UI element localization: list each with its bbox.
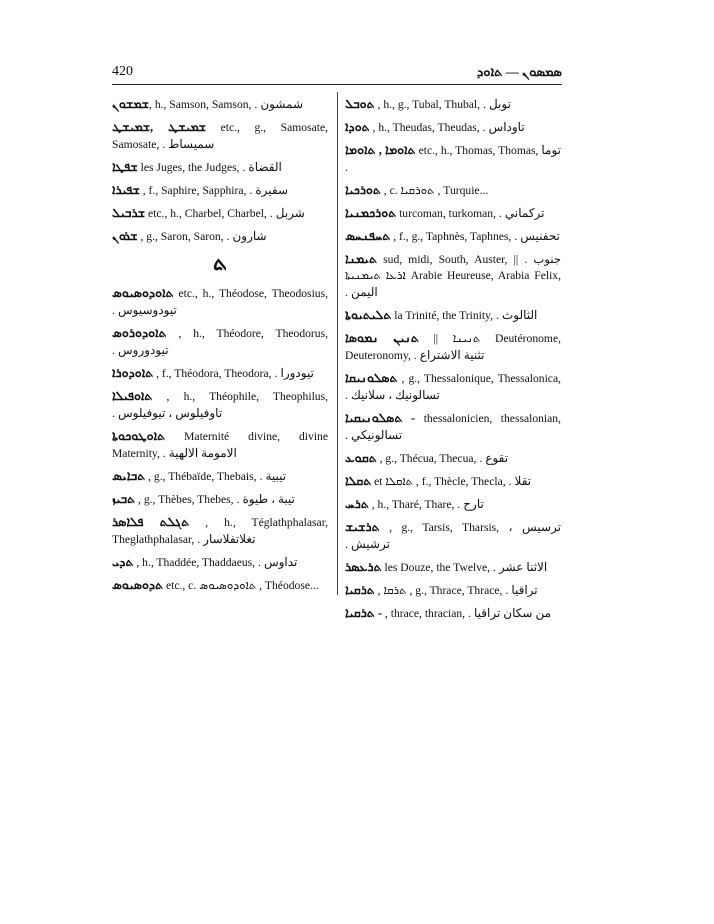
dictionary-entry (112, 365, 328, 382)
entry-definition: turcoman, turkoman, (396, 207, 499, 220)
arabic-gloss: توبل . (482, 97, 511, 111)
arabic-gloss: اليمن . (345, 285, 378, 299)
entry-definition: , h., Théophile, Theophilus, (152, 390, 328, 403)
syriac-headword: - ܬܪܩܝܐ (345, 606, 383, 620)
entry-definition: , h., Thaddée, Thaddaeus, (133, 556, 258, 569)
dictionary-entry (112, 325, 328, 359)
dictionary-entry (112, 491, 328, 508)
entry-definition: les Douze, the Twelve, (381, 561, 493, 574)
dictionary-entry (345, 119, 561, 136)
syriac-headword: ܬܐܘܕܘܪܘܣ (112, 326, 167, 340)
entry-definition: etc., c. ܬܐܘܕܘܣܝܘܣ , Théodose... (163, 579, 319, 592)
dictionary-entry (112, 205, 328, 222)
dictionary-entry (345, 605, 561, 622)
syriac-headword: ܬܐܘܡܐ , ܬܐܘܡܐ (345, 143, 416, 157)
syriac-headword: ܬܒܝܙ (112, 492, 136, 506)
dictionary-entry (345, 519, 561, 553)
column-divider (337, 92, 338, 595)
entry-definition: , h., g., Tubal, Thubal, (374, 98, 483, 111)
left-entries-bottom (112, 285, 328, 594)
entry-definition: , h., Tharé, Thare, (368, 498, 458, 511)
entry-definition: , f., Théodora, Theodora, (153, 367, 275, 380)
dictionary-entry (112, 554, 328, 571)
dictionary-entry (345, 582, 561, 599)
dictionary-entry (112, 159, 328, 176)
syriac-headword: ܬܢܝܢ ܢܡܘܣܐ (345, 331, 419, 345)
syriac-headword: ܬܒܐܝܣ (112, 469, 146, 483)
page-header (112, 64, 562, 85)
dictionary-entry (345, 307, 561, 324)
arabic-gloss: تحفنيس . (514, 229, 560, 243)
arabic-gloss: تيودورا . (274, 366, 314, 380)
dictionary-entry (112, 388, 328, 422)
dictionary-entry (112, 468, 328, 485)
syriac-headword: ܬܘܕܐ (345, 120, 370, 134)
page-number: 420 (112, 64, 133, 79)
dictionary-entry (345, 559, 561, 576)
entry-definition: , g., Thécua, Thecua, (376, 452, 480, 465)
entry-definition: , g., Saron, Saron, (137, 230, 227, 243)
syriac-headword: ܬܕܘܣܝܘܣ (112, 578, 164, 592)
dictionary-entry (112, 428, 328, 462)
syriac-headword: ܬܓܠܬ ܦܠܐܣܪ (112, 515, 190, 529)
arabic-gloss: القضاة . (242, 160, 282, 174)
arabic-gloss: تسالونيكي . (345, 428, 403, 442)
running-head: ܣܡܣܘܢ — ܬܐܘܕ (476, 64, 562, 79)
right-entries (345, 96, 561, 622)
syriac-headword: ܬܘܒܠ (345, 97, 375, 111)
arabic-gloss: سفيرة . (249, 183, 288, 197)
arabic-gloss: الامومة الالهية . (162, 446, 237, 460)
syriac-headword: ܬܐܘܦܝܠܐ (112, 389, 153, 403)
arabic-gloss: تاوداس . (482, 120, 525, 134)
entry-definition: , ܬܪܩܐ , g., Thrace, Thrace, (374, 584, 506, 597)
entry-definition: sud, midi, South, Auster, جنوب . || ܐܪܥܐ ܬܝܡܢܝܬܐ Arabie Heureuse, Arabia Felix, (345, 253, 561, 282)
arabic-gloss: تراقيا . (505, 583, 538, 597)
entry-definition: et ܬܐܩܠܐ , f., Thècle, Thecla, (371, 475, 509, 488)
dictionary-entry (345, 96, 561, 113)
syriac-headword: ܫܦܝܪܐ (112, 183, 140, 197)
syriac-headword: ܫܦܛܐ (112, 160, 138, 174)
entry-definition: etc., h., Thomas, Thomas, (415, 144, 542, 157)
entry-definition: les Juges, the Judges, (137, 161, 243, 174)
dictionary-entry (345, 182, 561, 199)
arabic-gloss: الاثنا عشر . (492, 560, 548, 574)
arabic-gloss: سميساط . (162, 137, 215, 151)
dictionary-entry (345, 450, 561, 467)
entry-definition: , h., Théodore, Theodorus, (166, 327, 328, 340)
syriac-headword: - ܬܣܠܘܢܝܩܝܐ (345, 411, 416, 425)
left-entries-top (112, 96, 328, 245)
arabic-gloss: من سكان تراقيا . (467, 606, 552, 620)
entry-definition: , f., Saphire, Sapphira, (139, 184, 250, 197)
arabic-gloss: الثالوث . (495, 308, 538, 322)
syriac-headword: ܫܡܫܘܢ (112, 97, 150, 111)
arabic-gloss: شربل . (269, 206, 305, 220)
dictionary-entry (112, 96, 328, 113)
syriac-headword: ܬܪܫܝܫ (345, 520, 380, 534)
arabic-gloss: تسالونيك ، سلانيك . (345, 388, 440, 402)
arabic-gloss: تداوس . (257, 555, 298, 569)
arabic-gloss: شارون . (226, 229, 267, 243)
left-column (112, 96, 328, 600)
syriac-headword: ܬܩܘܥ (345, 451, 377, 465)
dictionary-entry (345, 410, 561, 444)
dictionary-entry (112, 119, 328, 153)
arabic-gloss: تيبية . (259, 469, 287, 483)
dictionary-entry (345, 142, 561, 176)
entry-definition: || ܬܢܝܢܐ Deutéronome, Deuteronomy, (345, 332, 561, 362)
syriac-headword: ܬܝܡܢܐ (345, 252, 378, 266)
dictionary-entry (345, 228, 561, 245)
syriac-headword: ܬܘܪܟܡܢܝܐ (345, 206, 397, 220)
arabic-gloss: تقوع . (479, 451, 509, 465)
syriac-headword: ܬܪܚ (345, 497, 369, 511)
syriac-headword: ܬܐܘܛܘܟܘܬܐ (112, 429, 166, 443)
section-letter: ܬ (212, 250, 228, 275)
dictionary-entry (112, 514, 328, 548)
entry-definition: thessalonicien, thessalonian, (415, 412, 561, 425)
arabic-gloss: تاوفيلوس ، تيوفيلوس . (112, 406, 223, 420)
dictionary-entry (345, 473, 561, 490)
arabic-gloss: تيبة ، طيوة . (236, 492, 296, 506)
entry-definition: , c. ܬܘܪܩܝܐ , Turquie... (380, 184, 489, 197)
arabic-gloss: تثنية الاشتراع . (413, 348, 485, 362)
entry-definition: Maternité divine, divine Maternity, (112, 430, 328, 460)
syriac-headword: ܬܘܪܟܝܐ (345, 183, 381, 197)
arabic-gloss: تيودوسيوس . (112, 303, 177, 317)
dictionary-entry (112, 182, 328, 199)
syriac-headword: ܬܕܝ (112, 555, 134, 569)
arabic-gloss: تيودوروس . (112, 343, 169, 357)
dictionary-entry (345, 496, 561, 513)
entry-definition: etc., g., Samosate, Samosate, (112, 121, 328, 151)
syriac-headword: ܬܪܩܝܐ (345, 583, 375, 597)
syriac-headword: ܬܚܦܢܚܣ (345, 229, 391, 243)
syriac-headword: ܫܪܘܢ (112, 229, 138, 243)
syriac-headword: ܫܡܝܫܛ ,ܫܡܝܫܛ (112, 120, 207, 134)
dictionary-entry (112, 228, 328, 245)
entry-definition: , g., Thèbes, Thebes, (135, 493, 237, 506)
entry-definition: , g., Thessalonique, Thessalonica, (397, 372, 561, 385)
dictionary-entry (112, 577, 328, 594)
entry-definition: , g., Thébaïde, Thebais, (145, 470, 260, 483)
dictionary-entry (345, 251, 561, 301)
dictionary-entry (345, 205, 561, 222)
arabic-gloss: شمشون . (254, 97, 304, 111)
entry-definition: , g., Tarsis, Tharsis, (379, 521, 509, 534)
arabic-gloss: تارح . (457, 497, 484, 511)
syriac-headword: ܬܣܠܘܢܝܩܐ (345, 371, 398, 385)
entry-definition: , thrace, thracian, (382, 607, 468, 620)
entry-definition: etc., h., Charbel, Charbel, (145, 207, 270, 220)
syriac-headword: ܬܐܘܕܘܣܝܘܣ (112, 286, 174, 300)
arabic-gloss: تغلاتفلاسار . (197, 532, 256, 546)
arabic-gloss: توما . (345, 143, 561, 174)
entry-definition: la Trinité, the Trinity, (391, 309, 496, 322)
entry-definition: , f., g., Taphnès, Taphnes, (390, 230, 515, 243)
entry-definition: etc., h., Théodose, Theodosius, (173, 287, 328, 300)
dictionary-entry (345, 330, 561, 364)
arabic-gloss: تركماني . (498, 206, 545, 220)
syriac-headword: ܬܪܥܣܪ (345, 560, 382, 574)
dictionary-entry (345, 370, 561, 404)
arabic-gloss: تقلا . (508, 474, 532, 488)
entry-definition: , h., Theudas, Theudas, (369, 121, 483, 134)
entry-definition: , h., Samson, Samson, (149, 98, 255, 111)
syriac-headword: ܬܠܝܬܝܘܬܐ (345, 308, 392, 322)
syriac-headword: ܫܪܒܝܠ (112, 206, 146, 220)
syriac-headword: ܬܐܘܕܘܪܐ (112, 366, 154, 380)
syriac-headword: ܬܩܠܐ (345, 474, 372, 488)
arabic-gloss: ترسيس ، ترشيش . (345, 520, 561, 551)
right-column (345, 96, 561, 628)
dictionary-entry (112, 285, 328, 319)
entry-definition: , h., Téglathphalasar, Theglathphalasar, (112, 516, 328, 546)
